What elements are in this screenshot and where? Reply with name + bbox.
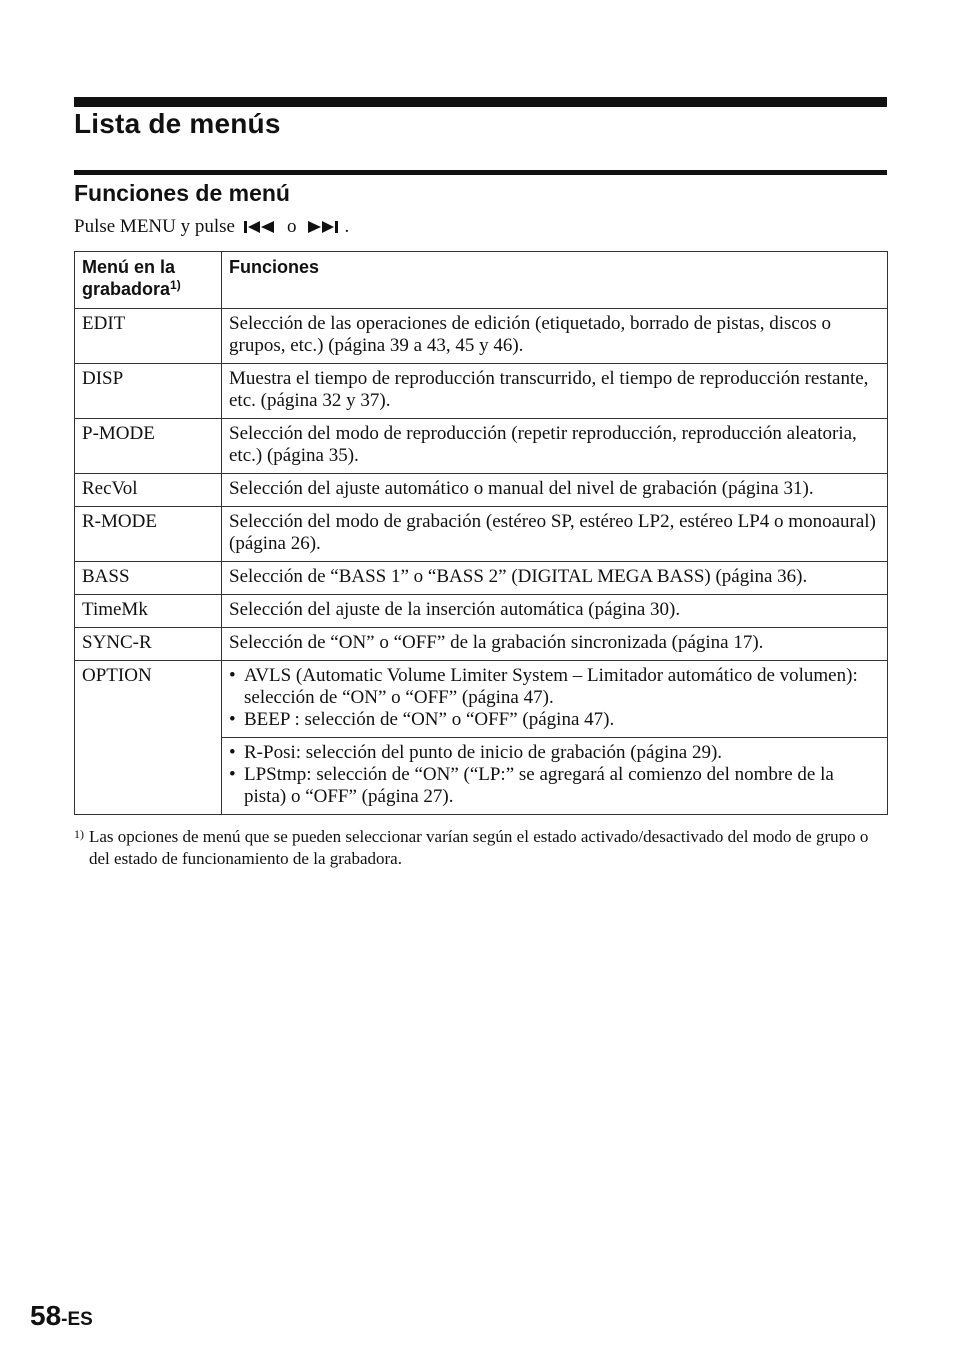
menu-cell: SYNC-R — [75, 628, 222, 661]
function-cell: Selección de las operaciones de edición (etiquetado, borrado de pistas, discos o grupos, etc.) (página 39 a 43, 45 y 46). — [222, 309, 888, 364]
function-cell: Selección del modo de reproducción (repetir reproducción, reproducción aleatoria, etc.) (página 35). — [222, 419, 888, 474]
option-list-2 — [229, 742, 880, 808]
menu-cell: R-MODE — [75, 507, 222, 562]
function-cell: Selección del ajuste automático o manual del nivel de grabación (página 31). — [222, 474, 888, 507]
function-cell-option-group2 — [222, 738, 888, 815]
table-header-row — [75, 252, 888, 309]
footnote-text: Las opciones de menú que se pueden seleccionar varían según el estado activado/desactivado del modo de grupo o del estado de funcionamiento de la grabadora. — [89, 827, 869, 868]
function-cell: Selección del modo de grabación (estéreo SP, estéreo LP2, estéreo LP4 o monoaural) (página 26). — [222, 507, 888, 562]
instruction — [74, 216, 349, 238]
menu-cell: BASS — [75, 562, 222, 595]
list-item: • LPStmp: selección de “ON” (“LP:” se agregará al comienzo del nombre de la pista) o “OFF” (página 27). — [229, 764, 880, 808]
title-rule — [74, 97, 887, 107]
footnote-mark: 1) — [74, 827, 84, 841]
function-cell: Selección de “ON” o “OFF” de la grabación sincronizada (página 17). — [222, 628, 888, 661]
table-row — [75, 419, 888, 474]
table-row — [75, 474, 888, 507]
menu-cell: RecVol — [75, 474, 222, 507]
table-row — [75, 562, 888, 595]
function-cell-option-group1 — [222, 661, 888, 738]
footnote — [74, 826, 888, 870]
function-cell: Muestra el tiempo de reproducción transcurrido, el tiempo de reproducción restante, etc. (página 32 y 37). — [222, 364, 888, 419]
section-title: Funciones de menú — [74, 180, 290, 206]
table-row-option — [75, 661, 888, 738]
menu-cell: TimeMk — [75, 595, 222, 628]
header-menu — [75, 252, 222, 309]
list-item: • BEEP : selección de “ON” o “OFF” (página 47). — [229, 709, 880, 731]
function-cell: Selección del ajuste de la inserción automática (página 30). — [222, 595, 888, 628]
table-row — [75, 364, 888, 419]
previous-track-icon — [243, 220, 277, 234]
page-number-suffix: -ES — [61, 1309, 93, 1330]
page-number — [30, 1300, 93, 1332]
instruction-text-before: Pulse MENU y pulse — [74, 216, 235, 237]
menu-cell-option: OPTION — [75, 661, 222, 815]
table-row — [75, 309, 888, 364]
function-cell: Selección de “BASS 1” o “BASS 2” (DIGITAL MEGA BASS) (página 36). — [222, 562, 888, 595]
header-footnote-mark: 1) — [170, 278, 181, 292]
page-title: Lista de menús — [74, 108, 281, 139]
table-row — [75, 595, 888, 628]
instruction-text-middle: o — [286, 216, 297, 237]
table-row — [75, 507, 888, 562]
list-item: • AVLS (Automatic Volume Limiter System – Limitador automático de volumen): selección de “ON” o “OFF” (página 47). — [229, 665, 880, 709]
table-row — [75, 628, 888, 661]
next-track-icon — [306, 220, 340, 234]
header-functions: Funciones — [222, 252, 888, 309]
section-rule — [74, 170, 887, 175]
instruction-text-after: . — [344, 216, 350, 237]
option-list-1 — [229, 665, 880, 731]
menu-cell: P-MODE — [75, 419, 222, 474]
list-item: • R-Posi: selección del punto de inicio de grabación (página 29). — [229, 742, 880, 764]
menu-cell: DISP — [75, 364, 222, 419]
menu-table — [74, 251, 888, 815]
menu-cell: EDIT — [75, 309, 222, 364]
header-menu-label: Menú en la grabadora — [82, 257, 176, 299]
page-number-value: 58 — [30, 1300, 62, 1331]
